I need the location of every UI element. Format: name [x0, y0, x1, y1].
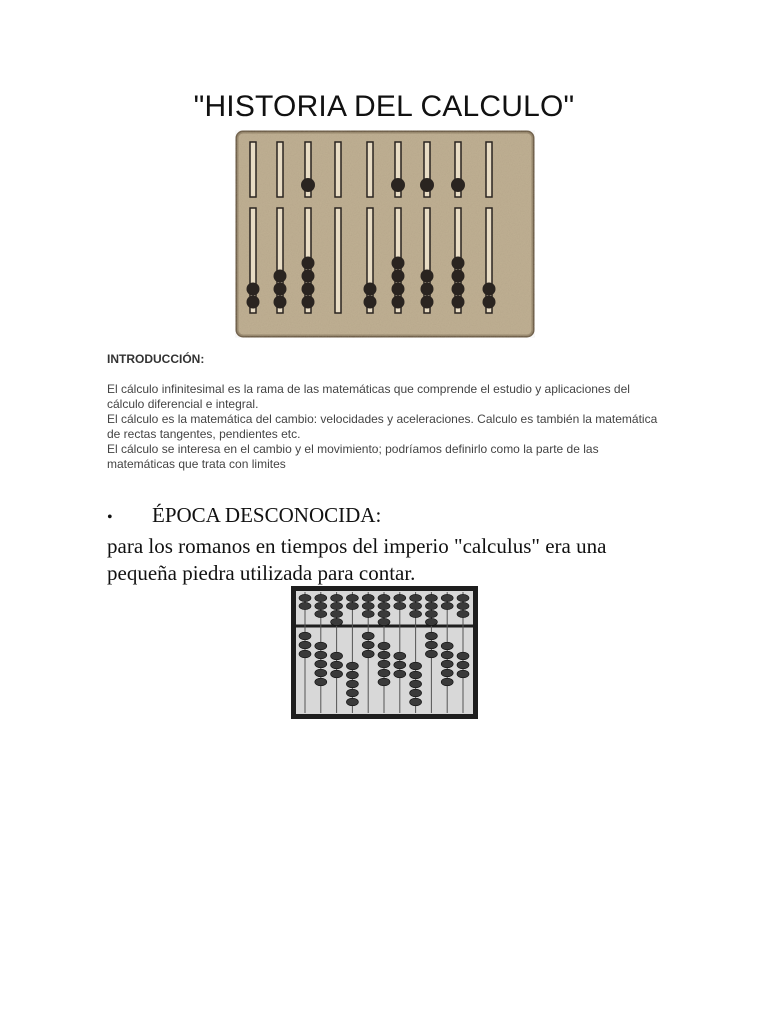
intro-paragraph: El cálculo es la matemática del cambio: velocidades y aceleraciones. Calculo es también la matemática de rectas tangentes, pendientes etc. [107, 412, 658, 441]
roman-abacus-image [235, 130, 535, 338]
intro-paragraph: El cálculo infinitesimal es la rama de las matemáticas que comprende el estudio y aplicaciones del cálculo diferencial e integral. [107, 382, 630, 411]
intro-body [107, 382, 667, 472]
bullet-icon: • [107, 509, 113, 526]
section-heading-row [107, 503, 381, 528]
intro-heading: INTRODUCCIÓN: [107, 352, 205, 366]
section-text: para los romanos en tiempos del imperio "calculus" era una pequeña piedra utilizada para contar. [107, 534, 607, 585]
bead-abacus-image [291, 586, 478, 719]
intro-paragraph: El cálculo se interesa en el cambio y el movimiento; podríamos definirlo como la parte de las matemáticas que trata con limites [107, 442, 599, 471]
section-heading: ÉPOCA DESCONOCIDA: [152, 503, 382, 527]
document-title: "HISTORIA DEL CALCULO" [193, 90, 575, 123]
